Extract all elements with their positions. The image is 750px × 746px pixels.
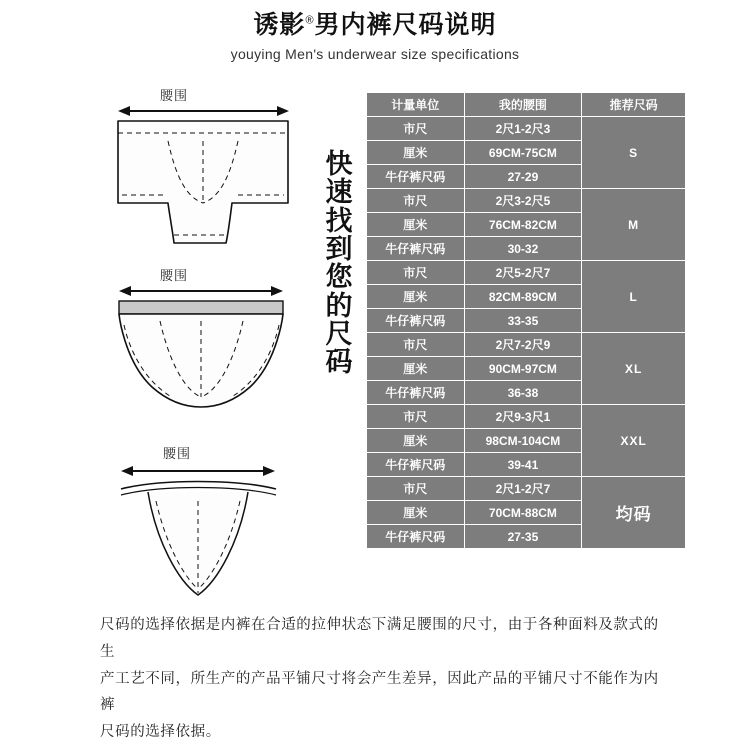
waist-label-brief: 腰围 [160,268,189,283]
waist-cell: 76CM-82CM [464,213,582,237]
unit-cell: 市尺 [367,189,465,213]
unit-cell: 厘米 [367,501,465,525]
table-row [367,477,686,501]
slogan-char-4: 您 [325,262,353,293]
table-row [367,333,686,357]
unit-cell: 牛仔裤尺码 [367,381,465,405]
size-cell: S [582,117,686,189]
thong-drawing [0,445,310,620]
unit-cell: 牛仔裤尺码 [367,165,465,189]
waist-cell: 69CM-75CM [464,141,582,165]
waist-cell: 2尺7-2尺9 [464,333,582,357]
unit-cell: 市尺 [367,333,465,357]
unit-cell: 厘米 [367,429,465,453]
slogan-char-3: 到 [325,234,353,265]
header-unit: 计量单位 [367,93,465,117]
waist-cell: 82CM-89CM [464,285,582,309]
page-subtitle: youying Men's underwear size specifications [230,46,520,62]
unit-cell: 牛仔裤尺码 [367,453,465,477]
waist-cell: 2尺1-2尺3 [464,117,582,141]
waist-cell: 2尺1-2尺7 [464,477,582,501]
unit-cell: 厘米 [367,213,465,237]
table-row [367,189,686,213]
unit-cell: 厘米 [367,285,465,309]
header-waist: 我的腰围 [464,93,582,117]
size-cell: XL [582,333,686,405]
waist-cell: 90CM-97CM [464,357,582,381]
slogan-char-2: 找 [325,205,353,236]
waist-cell: 30-32 [464,237,582,261]
table-header-row [367,93,686,117]
unit-cell: 市尺 [367,117,465,141]
brief-drawing [0,265,310,445]
size-cell: M [582,189,686,261]
size-cell: L [582,261,686,333]
note-line-3: 尺码的选择依据。 [100,724,221,741]
header-size: 推荐尺码 [582,93,686,117]
unit-cell: 厘米 [367,357,465,381]
unit-cell: 厘米 [367,141,465,165]
page-title [0,10,750,40]
waist-cell: 70CM-88CM [464,501,582,525]
waist-label-thong: 腰围 [163,446,192,461]
table-row [367,405,686,429]
page-title-rest: 男内裤尺码说明 [314,11,497,39]
brand-name: 诱影 [253,11,306,39]
footer-note [100,612,660,746]
illustration-panel [0,75,310,615]
note-line-2: 产工艺不同，所生产的产品平铺尺寸将会产生差异，因此产品的平铺尺寸不能作为内裤 [100,670,659,714]
note-line-1: 尺码的选择依据是内裤在合适的拉伸状态下满足腰围的尺寸，由于各种面料及款式的生 [100,617,659,660]
waist-cell: 36-38 [464,381,582,405]
unit-cell: 市尺 [367,405,465,429]
waist-cell: 2尺9-3尺1 [464,405,582,429]
table-row [367,261,686,285]
slogan-char-1: 速 [325,177,353,208]
illustration-thong [0,445,310,625]
waist-cell: 39-41 [464,453,582,477]
illustration-brief [0,265,310,450]
illustration-boxer-brief [0,85,310,270]
table-row [367,117,686,141]
waist-cell: 33-35 [464,309,582,333]
size-table [366,92,686,549]
registered-mark: ® [305,14,315,27]
slogan-char-7: 码 [325,347,353,378]
size-table-wrapper [366,92,686,549]
size-cell: XXL [582,405,686,477]
size-cell: 均码 [582,477,686,549]
slogan-char-5: 的 [325,290,353,321]
waist-label-boxer: 腰围 [160,88,189,103]
waist-cell: 2尺3-2尺5 [464,189,582,213]
unit-cell: 牛仔裤尺码 [367,309,465,333]
waist-cell: 98CM-104CM [464,429,582,453]
vertical-slogan [318,150,360,377]
waist-cell: 27-35 [464,525,582,549]
unit-cell: 市尺 [367,477,465,501]
slogan-char-0: 快 [325,149,353,179]
page-header [0,0,750,62]
unit-cell: 牛仔裤尺码 [367,525,465,549]
waist-cell: 27-29 [464,165,582,189]
unit-cell: 市尺 [367,261,465,285]
waist-cell: 2尺5-2尺7 [464,261,582,285]
unit-cell: 牛仔裤尺码 [367,237,465,261]
slogan-char-6: 尺 [325,319,353,350]
boxer-brief-drawing [0,85,310,265]
